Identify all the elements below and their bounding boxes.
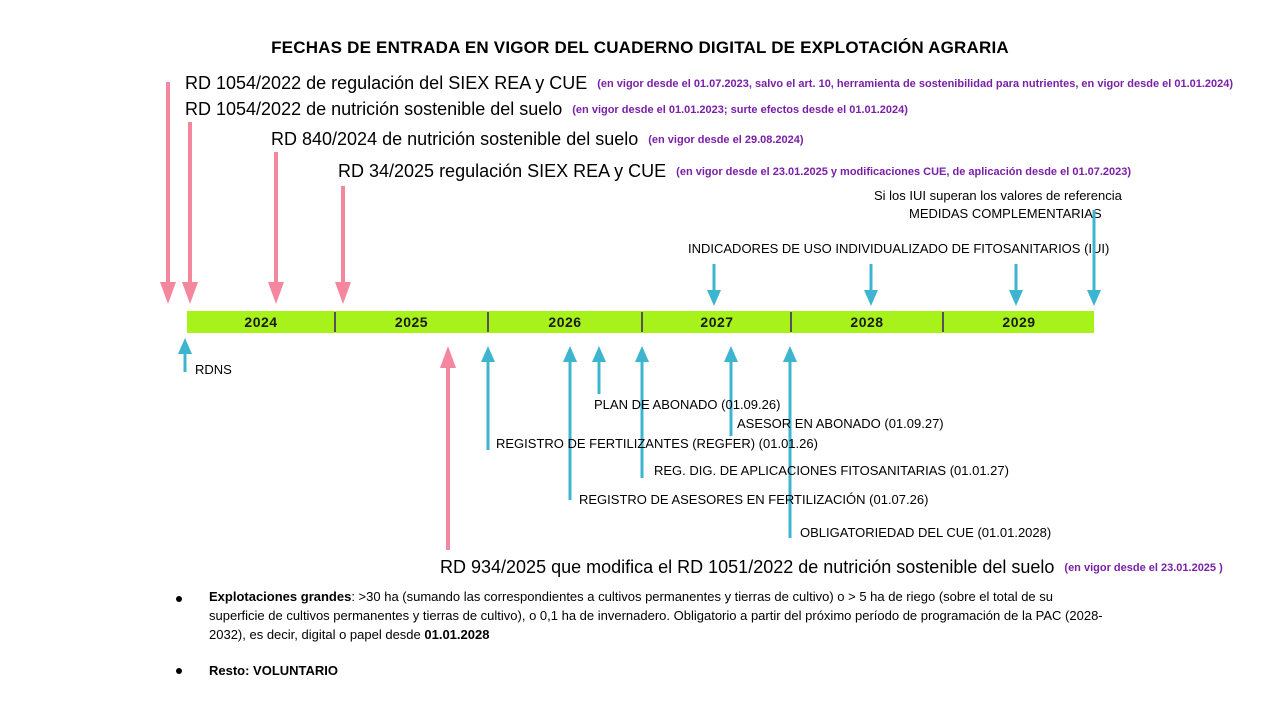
pink-arrow-rd934 <box>440 346 456 550</box>
blue-arrow-iui-2027 <box>707 264 721 306</box>
bullet-text: : >30 ha (sumando las correspondientes a cultivos permanentes y tierras de cultivo) o > 5 ha de riego (sobre el total de su superficie de cultivos permanentes y tierras de cultivo), o 0,1 ha de invernadero. Obligatorio a partir del próximo período de programación de la PAC (2028-2032), es decir, digital o papel desde <box>209 589 1103 642</box>
pink-arrow-rd840 <box>268 152 284 304</box>
iui-label: INDICADORES DE USO INDIVIDUALIZADO DE FITOSANITARIOS (IUI) <box>688 241 1110 256</box>
reg-dig-label: REG. DIG. DE APLICACIONES FITOSANITARIAS (01.01.27) <box>654 463 1009 478</box>
bullet-dot <box>176 668 182 674</box>
year-2026: 2026 <box>548 314 582 330</box>
year-2024: 2024 <box>244 314 278 330</box>
regulation-note: (en vigor desde el 23.01.2025 ) <box>1064 562 1223 575</box>
bullet-explotaciones-grandes <box>209 587 1109 644</box>
regulation-text: RD 934/2025 que modifica el RD 1051/2022 de nutrición sostenible del suelo <box>440 557 1055 577</box>
blue-arrow-iui-2028 <box>864 264 878 306</box>
bullet-date: 01.01.2028 <box>424 627 490 642</box>
regulation-note: (en vigor desde el 23.01.2025 y modificaciones CUE, de aplicación desde el 01.07.2023) <box>676 166 1132 179</box>
regulation-text: RD 34/2025 regulación SIEX REA y CUE <box>338 161 667 181</box>
pink-arrow-rd34 <box>335 186 351 304</box>
blue-arrow-medidas <box>1087 210 1101 306</box>
timeline-bar <box>187 311 1094 333</box>
bullet-bold-term: Explotaciones grandes <box>209 589 352 604</box>
regfer-label: REGISTRO DE FERTILIZANTES (REGFER) (01.01.26) <box>496 436 818 451</box>
regulation-note: (en vigor desde el 29.08.2024) <box>648 134 804 147</box>
year-2027: 2027 <box>700 314 734 330</box>
year-2025: 2025 <box>394 314 429 330</box>
reg-asesores-label: REGISTRO DE ASESORES EN FERTILIZACIÓN (01.07.26) <box>579 492 929 507</box>
blue-arrow-plan-abonado <box>592 346 606 394</box>
regulation-text: RD 1054/2022 de nutrición sostenible del suelo <box>185 99 563 119</box>
regulation-text: RD 1054/2022 de regulación del SIEX REA y CUE <box>185 73 588 93</box>
year-2029: 2029 <box>1002 314 1036 330</box>
plan-abonado-label: PLAN DE ABONADO (01.09.26) <box>594 397 781 412</box>
pink-arrow-rd1054-siex <box>160 82 176 304</box>
page-title: FECHAS DE ENTRADA EN VIGOR DEL CUADERNO DIGITAL DE EXPLOTACIÓN AGRARIA <box>271 38 1009 57</box>
regulation-note: (en vigor desde el 01.01.2023; surte efectos desde el 01.01.2024) <box>572 104 908 117</box>
iui-reference-label: Si los IUI superan los valores de referencia <box>874 188 1122 203</box>
blue-arrow-asesor-abonado <box>724 346 738 436</box>
blue-arrow-regfer <box>481 346 495 450</box>
bullet-dot <box>176 596 182 602</box>
asesor-abonado-label: ASESOR EN ABONADO (01.09.27) <box>737 416 944 431</box>
year-2028: 2028 <box>850 314 884 330</box>
regulation-rd934 <box>440 556 1223 579</box>
medidas-complementarias-label: MEDIDAS COMPLEMENTARIAS <box>909 206 1102 221</box>
blue-arrow-rdns <box>178 338 192 372</box>
regulation-text: RD 840/2024 de nutrición sostenible del suelo <box>271 129 639 149</box>
cue-label: OBLIGATORIEDAD DEL CUE (01.01.2028) <box>800 525 1052 540</box>
blue-arrow-iui-2029 <box>1009 264 1023 306</box>
rdns-label: RDNS <box>195 362 232 377</box>
bullet-resto-voluntario: Resto: VOLUNTARIO <box>209 663 339 678</box>
blue-arrow-reg-asesores <box>563 346 577 500</box>
pink-arrow-rd1054-nutricion <box>182 122 198 304</box>
regulation-note: (en vigor desde el 01.07.2023, salvo el art. 10, herramienta de sostenibilidad para nutrientes, en vigor desde el 01.01.2024) <box>597 78 1234 91</box>
